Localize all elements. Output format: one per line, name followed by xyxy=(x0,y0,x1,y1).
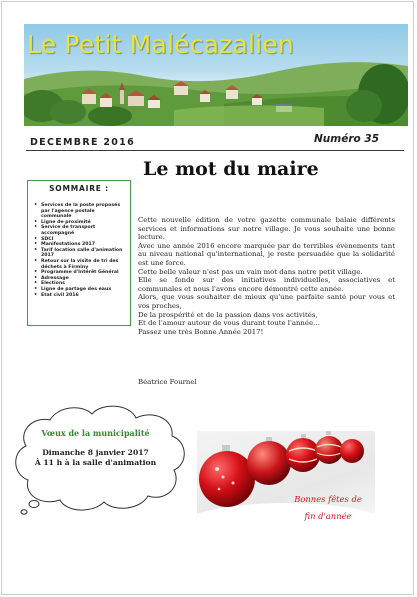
article-heading: Le mot du maire xyxy=(143,158,319,180)
sommaire-item[interactable]: • Programme d'Intérêt Général xyxy=(41,270,125,276)
voeux-date: Dimanche 8 janvier 2017 xyxy=(42,448,149,457)
issue-number: Numéro 35 xyxy=(314,133,379,145)
voeux-title: Vœux de la municipalité xyxy=(41,428,150,438)
sommaire-item[interactable]: • Elections xyxy=(41,281,125,287)
sommaire-item[interactable]: • Adressage xyxy=(41,276,125,282)
article-paragraph: Alors, que vous souhaiter de mieux qu'une parfaite santé pour vous et vos proches, xyxy=(138,293,395,310)
sommaire-item[interactable]: • SDCI xyxy=(41,237,125,243)
article-paragraph: Elle se fonde sur des initiatives individuelles, associatives et communales et nous l'avons encore démontré cette année. xyxy=(138,276,395,293)
greeting-line-2: fin d'année xyxy=(304,511,352,521)
sommaire-item[interactable]: • Service de transport accompagné xyxy=(41,225,125,236)
sommaire-item[interactable]: • Etat civil 2016 xyxy=(41,293,125,299)
sommaire-item[interactable]: • Manifestations 2017 xyxy=(41,242,125,248)
greeting-line-1: Bonnes fêtes de xyxy=(294,494,362,504)
sommaire-item[interactable]: • Ligne de proximité xyxy=(41,220,125,226)
sommaire-item[interactable]: • Tarif location salle d'animation 2017 xyxy=(41,248,125,259)
sommaire-list xyxy=(33,203,125,298)
sommaire-title: SOMMAIRE : xyxy=(49,184,109,193)
newsletter-title: Le Petit Malécazalien xyxy=(27,30,294,59)
sommaire-box xyxy=(27,180,131,326)
article-paragraph: Cette belle valeur n'est pas un vain mot dans notre petit village. xyxy=(138,267,363,276)
voeux-place: À 11 h à la salle d'animation xyxy=(34,458,157,467)
article-paragraph: Cette nouvelle édition de votre gazette communale balaie différents services et informations sur notre village. Je vous souhaite une bonne lecture. xyxy=(138,216,395,242)
header-rule xyxy=(26,150,404,151)
article-paragraph: Avec une année 2016 encore marquée par de terribles évènements tant au niveau national qu'international, je reste persuadée que la solidarité est une force. xyxy=(138,241,395,267)
christmas-ornaments-image xyxy=(197,431,375,529)
article-paragraph: Passez une très Bonne Année 2017! xyxy=(138,327,264,336)
mayor-signature: Béatrice Fournel xyxy=(138,378,197,386)
sommaire-item[interactable]: • Retour sur la visite de tri des déchets à Firminy xyxy=(41,259,125,270)
issue-date: DECEMBRE 2016 xyxy=(30,137,135,148)
voeux-announcement xyxy=(23,428,168,468)
sommaire-item[interactable]: • Ligne de partage des eaux xyxy=(41,287,125,293)
sommaire-item[interactable]: • Services de la poste proposés par l'agence postale communale xyxy=(41,203,125,220)
greeting-text xyxy=(278,491,375,525)
article-paragraph: De la prospérité et de la passion dans vos activités, xyxy=(138,310,318,319)
article-paragraph: Et de l'amour autour de vous durant toute l'année… xyxy=(138,319,320,328)
header-banner xyxy=(24,24,408,126)
article-body xyxy=(138,216,395,336)
